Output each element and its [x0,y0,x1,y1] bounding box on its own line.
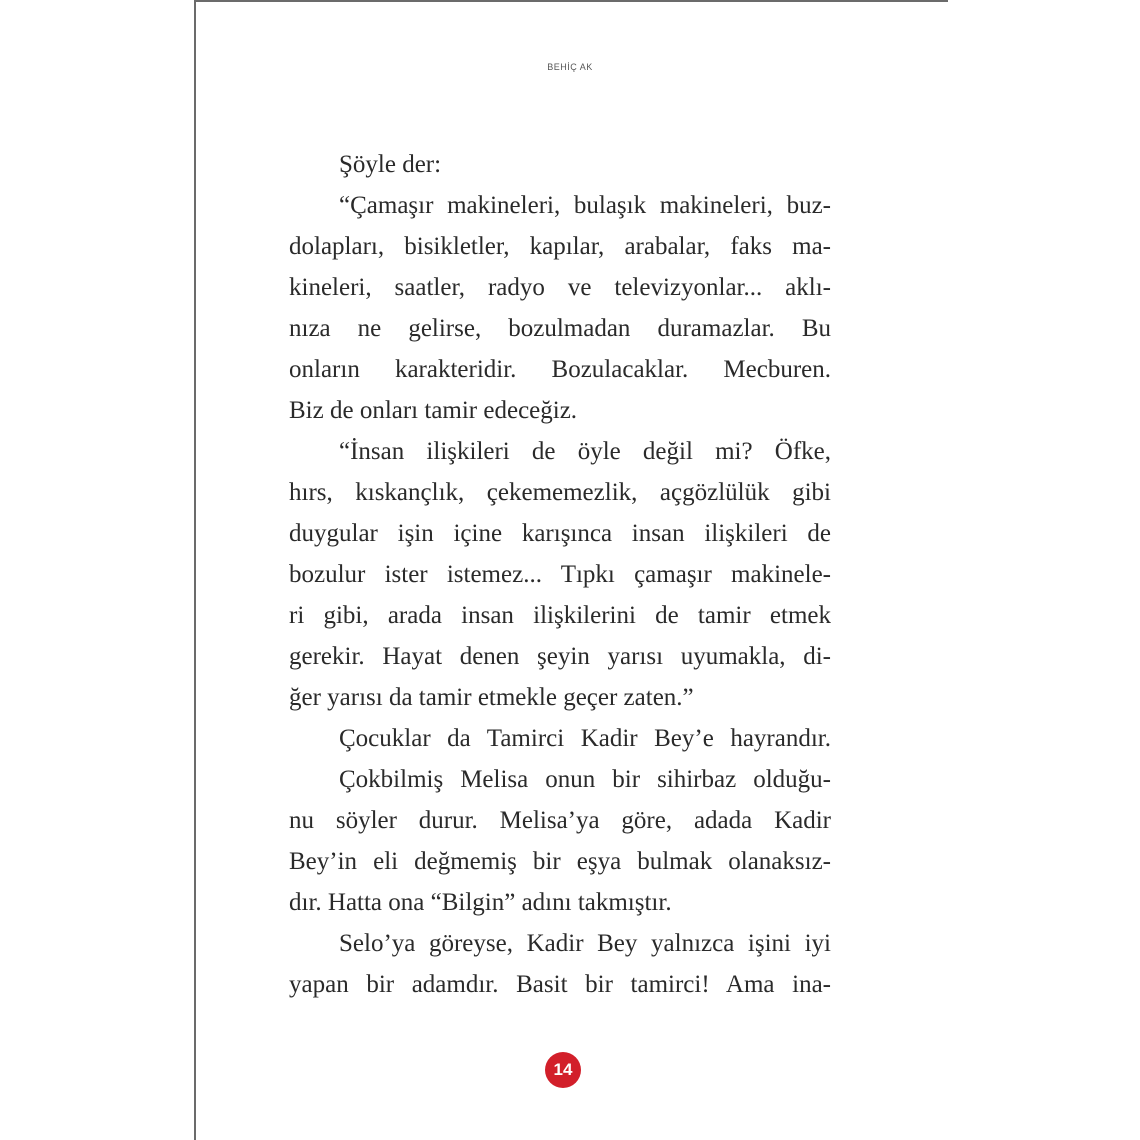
text-line: Bey’in eli değmemiş bir eşya bulmak olanaksız- [289,848,831,875]
body-text [289,144,831,1005]
text-line: Şöyle der: [339,151,442,178]
text-line: Selo’ya göreyse, Kadir Bey yalnızca işini iyi [339,930,831,957]
text-line: nıza ne gelirse, bozulmadan duramazlar. Bu [289,315,831,342]
page-top-edge [194,0,948,2]
text-line: “İnsan ilişkileri de öyle değil mi? Öfke, [339,438,831,465]
text-line: nu söyler durur. Melisa’ya göre, adada Kadir [289,807,831,834]
text-line: Çokbilmiş Melisa onun bir sihirbaz olduğu- [339,766,831,793]
text-line: hırs, kıskançlık, çekememezlik, açgözlülük gibi [289,479,831,506]
page-left-edge [194,0,196,1140]
text-line: Çocuklar da Tamirci Kadir Bey’e hayrandır. [339,725,831,752]
text-line: dır. Hatta ona “Bilgin” adını takmıştır. [289,889,672,916]
text-line: ri gibi, arada insan ilişkilerini de tamir etmek [289,602,831,629]
running-header-author: BEHİÇ AK [547,62,593,72]
page-number-badge: 14 [545,1052,581,1088]
text-line: dolapları, bisikletler, kapılar, arabalar, faks ma- [289,233,831,260]
text-line: bozulur ister istemez... Tıpkı çamaşır makinele- [289,561,831,588]
text-line: “Çamaşır makineleri, bulaşık makineleri, buz- [339,192,831,219]
text-line: kineleri, saatler, radyo ve televizyonlar... aklı- [289,274,831,301]
text-line: duygular işin içine karışınca insan ilişkileri de [289,520,831,547]
text-line: Biz de onları tamir edeceğiz. [289,397,578,424]
text-line: yapan bir adamdır. Basit bir tamirci! Ama ina- [289,971,831,998]
text-line: onların karakteridir. Bozulacaklar. Mecburen. [289,356,831,383]
text-line: gerekir. Hayat denen şeyin yarısı uyumakla, di- [289,643,831,670]
text-line: ğer yarısı da tamir etmekle geçer zaten.” [289,684,694,711]
